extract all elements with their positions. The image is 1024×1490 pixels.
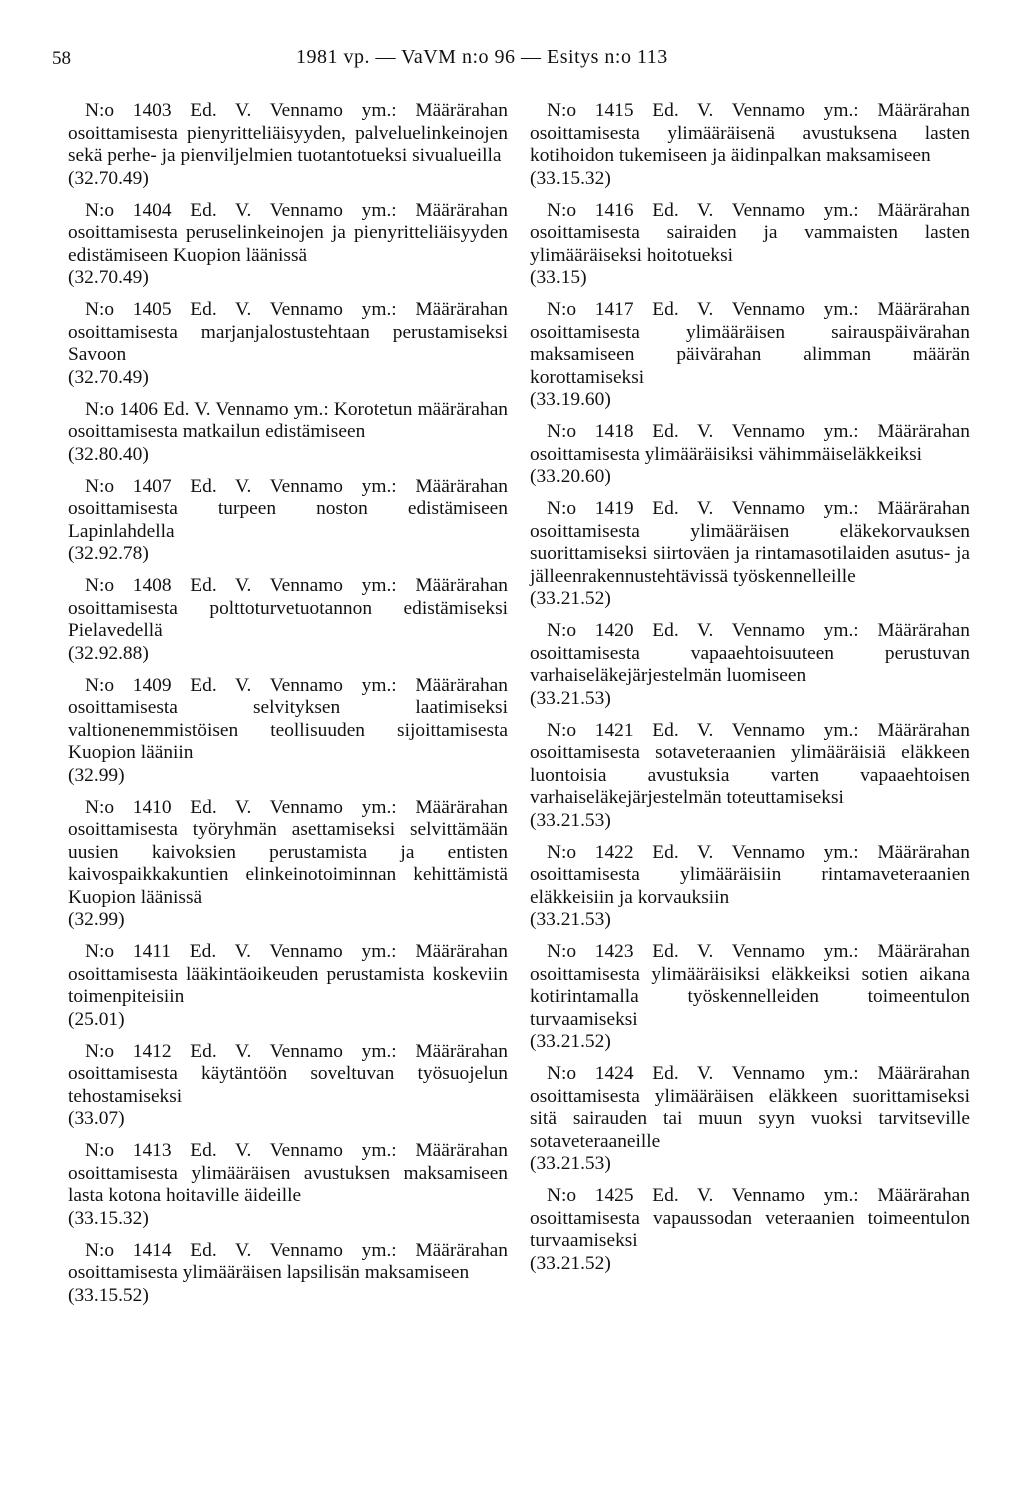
budget-item-code: (33.15.32) (68, 1207, 149, 1229)
running-header: 1981 vp. — VaVM n:o 96 — Esitys n:o 113 (296, 46, 668, 68)
motion-heading: N:o 1416 Ed. V. Vennamo ym.: (547, 199, 859, 221)
motion-entry (68, 100, 508, 190)
budget-item-code: (32.70.49) (68, 267, 149, 288)
budget-item-code: (33.15.52) (68, 1284, 149, 1306)
motion-entry (530, 200, 970, 290)
motion-text (530, 200, 970, 268)
motion-text (68, 1240, 508, 1285)
page-number: 58 (52, 48, 71, 69)
motion-text (530, 941, 970, 1031)
motion-entry (530, 1185, 970, 1275)
motion-entry (68, 675, 508, 788)
motion-title: Määrärahan osoittamisesta ylimääräisen eläkkeen suorittamiseksi sitä sairauden tai muun syyn vuoksi tarvitseville sotaveteraaneille (530, 1063, 970, 1152)
budget-item-code: (32.80.40) (68, 443, 149, 465)
motion-heading: N:o 1403 Ed. V. Vennamo ym.: (85, 100, 397, 121)
motion-title: Määrärahan osoittamisesta ylimääräisiin rintamaveteraanien eläkkeisiin ja korvauksiin (530, 841, 970, 908)
motion-heading: N:o 1424 Ed. V. Vennamo ym.: (547, 1063, 859, 1084)
motion-heading: N:o 1412 Ed. V. Vennamo ym.: (85, 1040, 397, 1062)
budget-item-code: (33.21.53) (530, 909, 611, 930)
budget-item-code: (33.21.53) (530, 687, 611, 709)
motion-heading: N:o 1419 Ed. V. Vennamo ym.: (547, 498, 859, 519)
motion-text (530, 498, 970, 588)
motion-title: Määrärahan osoittamisesta pienyritteliäisyyden, palveluelinkeinojen sekä perhe- ja pienviljelmien tuotantotueksi sivualueilla (68, 100, 508, 166)
motion-title: Määrärahan osoittamisesta marjanjalostustehtaan perustamiseksi Savoon (68, 299, 508, 365)
motion-entry (530, 620, 970, 710)
budget-item-code: (33.15) (530, 267, 587, 288)
budget-item-code: (33.21.52) (530, 1031, 611, 1052)
motion-title: Määrärahan osoittamisesta ylimääräisen eläkekorvauksen suorittamiseksi siirtoväen ja rintamasotilaiden asutus- ja jälleenrakennustehtävissä työskennelleille (530, 498, 970, 587)
motion-entry (530, 720, 970, 833)
motion-title: Määrärahan osoittamisesta työryhmän asettamiseksi selvittämään uusien kaivoksien perustamista ja entisten kaivospaikkakuntien elinkeinotoiminnan kehittämistä Kuopion läänissä (68, 796, 508, 908)
motion-entry (530, 100, 970, 190)
motion-entry (530, 421, 970, 489)
motion-heading: N:o 1405 Ed. V. Vennamo ym.: (85, 299, 397, 320)
motion-entry (68, 575, 508, 665)
motion-heading: N:o 1425 Ed. V. Vennamo ym.: (547, 1185, 859, 1206)
motion-heading: N:o 1406 Ed. V. Vennamo ym.: (85, 398, 329, 420)
budget-item-code: (33.19.60) (530, 389, 611, 410)
motion-text (530, 720, 970, 810)
motion-heading: N:o 1414 Ed. V. Vennamo ym.: (85, 1239, 397, 1261)
motion-heading: N:o 1420 Ed. V. Vennamo ym.: (547, 620, 859, 641)
motion-heading: N:o 1418 Ed. V. Vennamo ym.: (547, 421, 859, 442)
motion-text (530, 299, 970, 389)
motion-title: Määrärahan osoittamisesta turpeen noston edistämiseen Lapinlahdella (68, 475, 508, 542)
budget-item-code: (32.99) (68, 764, 125, 786)
motion-title: Määrärahan osoittamisesta ylimääräisen lapsilisän maksamiseen (68, 1239, 508, 1283)
motion-entry (68, 299, 508, 389)
motion-text (68, 941, 508, 1009)
motion-entry (68, 476, 508, 566)
motion-text (68, 399, 508, 444)
motion-entry (68, 1140, 508, 1230)
budget-item-code: (33.15.32) (530, 167, 611, 189)
motion-title: Määrärahan osoittamisesta vapaaehtoisuuteen perustuvan varhaiseläkejärjestelmän luomiseen (530, 620, 970, 686)
motion-title: Määrärahan osoittamisesta sotaveteraanien ylimääräisiä eläkkeen luontoisia avustuksia varten vapaaehtoisen varhaiseläkejärjestelmän toteuttamiseksi (530, 719, 970, 808)
motion-text (68, 1140, 508, 1208)
motion-text (68, 476, 508, 544)
motion-title: Määrärahan osoittamisesta selvityksen laatimiseksi valtionenemmistöisen teollisuuden sijoittamisesta Kuopion lääniin (68, 674, 508, 763)
motion-heading: N:o 1404 Ed. V. Vennamo ym.: (85, 199, 397, 221)
motion-heading: N:o 1415 Ed. V. Vennamo ym.: (547, 100, 859, 121)
budget-item-code: (33.21.52) (530, 1252, 611, 1274)
motion-title: Määrärahan osoittamisesta ylimääräisiksi eläkkeiksi sotien aikana kotirintamalla työskennelleiden toimeentulon turvaamiseksi (530, 941, 970, 1030)
motion-heading: N:o 1422 Ed. V. Vennamo ym.: (547, 841, 859, 863)
budget-item-code: (32.70.49) (68, 366, 149, 388)
motion-entry (530, 842, 970, 932)
motion-title: Määrärahan osoittamisesta ylimääräisiksi vähimmäiseläkkeiksi (530, 421, 970, 465)
motion-entry (530, 941, 970, 1054)
motion-text (530, 620, 970, 688)
motion-text (530, 100, 970, 168)
motion-text (68, 200, 508, 268)
motion-title: Määrärahan osoittamisesta lääkintäoikeuden perustamista koskeviin toimenpiteisiin (68, 941, 508, 1007)
motion-title: Määrärahan osoittamisesta ylimääräisen avustuksen maksamiseen lasta kotona hoitaville äideille (68, 1140, 508, 1206)
motion-entry (68, 941, 508, 1031)
budget-item-code: (33.07) (68, 1108, 125, 1129)
motion-entry (530, 299, 970, 412)
motion-entry (530, 1063, 970, 1176)
motion-title: Määrärahan osoittamisesta ylimääräisenä avustuksena lasten kotihoidon tukemiseen ja äidinpalkan maksamiseen (530, 100, 970, 166)
motion-entry (68, 797, 508, 932)
motion-heading: N:o 1417 Ed. V. Vennamo ym.: (547, 299, 859, 320)
motion-heading: N:o 1423 Ed. V. Vennamo ym.: (547, 941, 859, 962)
right-column (530, 100, 970, 1285)
budget-item-code: (32.70.49) (68, 167, 149, 189)
budget-item-code: (33.20.60) (530, 466, 611, 487)
budget-item-code: (32.92.78) (68, 543, 149, 564)
motion-title: Määrärahan osoittamisesta vapaussodan veteraanien toimeentulon turvaamiseksi (530, 1185, 970, 1251)
budget-item-code: (33.21.53) (530, 809, 611, 831)
left-column (68, 100, 508, 1317)
motion-text (530, 1185, 970, 1253)
budget-item-code: (33.21.53) (530, 1153, 611, 1174)
motion-title: Määrärahan osoittamisesta käytäntöön soveltuvan työsuojelun tehostamiseksi (68, 1040, 508, 1107)
motion-heading: N:o 1407 Ed. V. Vennamo ym.: (85, 475, 397, 497)
motion-text (530, 1063, 970, 1153)
budget-item-code: (33.21.52) (530, 588, 611, 609)
motion-entry (68, 1041, 508, 1131)
motion-heading: N:o 1413 Ed. V. Vennamo ym.: (85, 1140, 397, 1161)
budget-item-code: (32.99) (68, 909, 125, 930)
motion-entry (68, 1240, 508, 1308)
motion-text (68, 100, 508, 168)
motion-text (68, 575, 508, 643)
motion-title: Määrärahan osoittamisesta sairaiden ja vammaisten lasten ylimääräiseksi hoitotueksi (530, 199, 970, 266)
motion-text (68, 797, 508, 910)
motion-title: Määrärahan osoittamisesta peruselinkeinojen ja pienyritteliäisyyden edistämiseen Kuopion läänissä (68, 199, 508, 266)
motion-text (530, 421, 970, 466)
motion-text (68, 299, 508, 367)
motion-text (530, 842, 970, 910)
motion-entry (68, 399, 508, 467)
motion-text (68, 1041, 508, 1109)
motion-heading: N:o 1421 Ed. V. Vennamo ym.: (547, 719, 859, 741)
motion-text (68, 675, 508, 765)
motion-heading: N:o 1409 Ed. V. Vennamo ym.: (85, 674, 397, 696)
motion-title: Määrärahan osoittamisesta polttoturvetuotannon edistämiseksi Pielavedellä (68, 575, 508, 641)
motion-entry (530, 498, 970, 611)
motion-entry (68, 200, 508, 290)
motion-title: Korotetun määrärahan osoittamisesta matkailun edistämiseen (68, 398, 508, 442)
motion-heading: N:o 1410 Ed. V. Vennamo ym.: (85, 796, 397, 818)
motion-heading: N:o 1408 Ed. V. Vennamo ym.: (85, 575, 397, 596)
motion-title: Määrärahan osoittamisesta ylimääräisen sairauspäivärahan maksamiseen päivärahan alimman määrän korottamiseksi (530, 299, 970, 388)
budget-item-code: (25.01) (68, 1008, 125, 1030)
budget-item-code: (32.92.88) (68, 642, 149, 664)
motion-heading: N:o 1411 Ed. V. Vennamo ym.: (85, 941, 397, 962)
